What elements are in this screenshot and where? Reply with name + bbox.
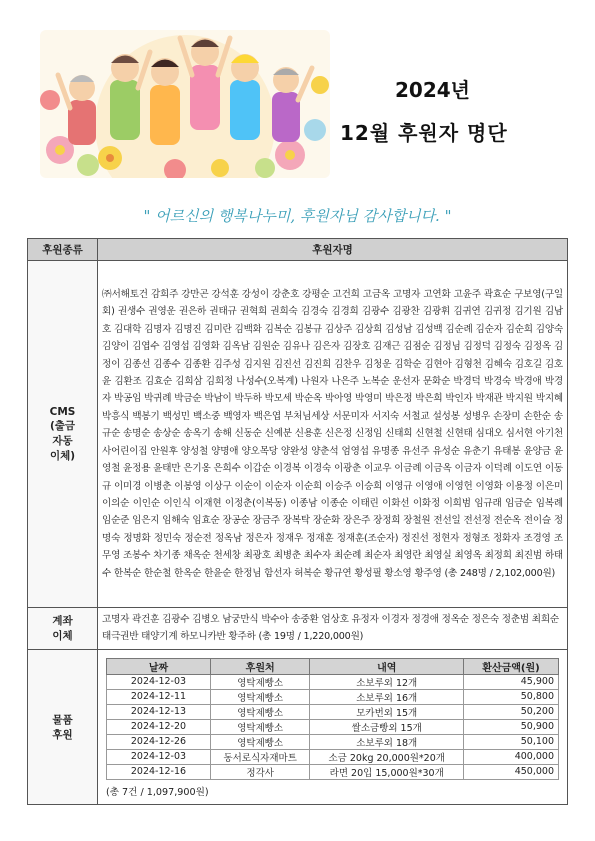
goods-date: 2024-12-26 [107,734,211,749]
goods-date: 2024-12-03 [107,674,211,689]
goods-total: (총 7건 / 1,097,900원) [106,786,209,798]
table-row [107,719,559,734]
goods-amount: 45,900 [464,674,559,689]
goods-amount: 450,000 [464,764,559,779]
goods-detail: 소금 20kg 20,000원*20개 [310,749,464,764]
goods-detail: 쌀소금빵외 15개 [310,719,464,734]
goods-sponsor: 영탁제빵소 [210,734,309,749]
goods-detail: 소보루외 18개 [310,734,464,749]
goods-sponsor: 영탁제빵소 [210,689,309,704]
header-illustration [40,30,330,178]
type-transfer: 계좌 이체 [28,608,98,650]
title-year: 2024년 [395,78,470,102]
goods-sponsor: 정각사 [210,764,309,779]
goods-table [106,658,559,780]
goods-detail: 라면 20입 15,000원*30개 [310,764,464,779]
goods-date: 2024-12-13 [107,704,211,719]
donor-table-header [28,239,568,261]
row-transfer [28,608,568,650]
goods-sponsor: 영탁제빵소 [210,674,309,689]
goods-sponsor: 동서로식자재마트 [210,749,309,764]
goods-amount: 50,900 [464,719,559,734]
goods-col-amount: 환산금액(원) [464,658,559,674]
goods-date: 2024-12-20 [107,719,211,734]
goods-amount: 50,100 [464,734,559,749]
goods-amount: 400,000 [464,749,559,764]
table-row [107,689,559,704]
goods-detail: 소보루외 12개 [310,674,464,689]
table-row [107,674,559,689]
goods-sponsor: 영탁제빵소 [210,704,309,719]
row-cms [28,261,568,608]
table-row [107,704,559,719]
table-row [107,749,559,764]
type-goods: 물품 후원 [28,649,98,804]
table-row [107,764,559,779]
goods-detail: 모카번외 15개 [310,704,464,719]
goods-date: 2024-12-11 [107,689,211,704]
row-goods [28,649,568,804]
goods-detail: 소보루외 16개 [310,689,464,704]
goods-sponsor: 영탁제빵소 [210,719,309,734]
slogan: " 어르신의 행복나누미, 후원자님 감사합니다. " [143,207,452,225]
goods-header [107,658,559,674]
goods-cell [98,649,568,804]
col-header-donors: 후원자명 [98,239,568,261]
goods-amount: 50,200 [464,704,559,719]
goods-amount: 50,800 [464,689,559,704]
goods-col-detail: 내역 [310,658,464,674]
cms-donor-list: ㈜서해토건 감희주 강만곤 강석훈 강성이 강춘호 강평순 고건희 고금옥 고명자 고연화 고윤주 곽효순 구보영(구일회) 권생수 권영운 권은하 권태규 권혁희 권희숙 김경숙 김경희 김광수 김광찬 김광휘 김귀연 김귀정 김기원 김남호 김대학 김명자 김명진 김미란 김백화 김복순 김봉규 김상주 김상희 김성남 김성백 김순례 김순자 김순희 김양숙 김양이 김엽수 김영섭 김영화 김옥남 김원순 김유나 김은자 김장호 김재근 김점순 김정님 김정덕 김정숙 김정옥 김정이 김종선 김종수 김종환 김주성 김지원 김진선 김진희 김찬우 김청운 김학순 김현아 김형천 김혜숙 김호길 김호윤 김환조 김효순 김희삼 김희정 나성수(오복계) 나원자 나은주 노복순 운선자 문화순 박경덕 박경숙 박경애 박경자 박공임 박귀례 박금순 박남이 박두하 박모세 박순옥 박아영 박영미 박은정 박은희 박인자 박재관 박지원 박지혜 박흥식 백봉기 백성민 백소중 백영자 백은엽 부처님세상 서문미자 서지숙 서철교 설성봉 성병우 손장미 손한순 송규순 송명순 송상순 송옥기 송해 신동순 신예분 신용훈 신은정 신정임 신태희 신현철 신현태 심대오 심서현 아기천사어린이집 안원후 양성철 양명애 양오목당 양완성 양춘석 엄영섭 유명종 유선주 유성순 유춘기 유태봉 윤양금 윤영철 윤정용 윤태만 은기옹 은희수 이갑순 이경복 이경숙 이광춘 이교우 이금례 이금옥 이금자 이덕례 이도연 이동규 이미경 이병춘 이봉영 이상구 이순이 이순자 이순희 이승주 이승희 이영규 이영애 이영헌 이영화 이용정 이은미 이의순 이인순 이인식 이재현 이정춘(이복동) 이종남 이종순 이태린 이화선 이화정 이희범 임규래 임금순 임복례 임순준 임은지 임해숙 임효순 장공순 장금주 장복탁 장순화 장은주 장정희 장철원 전선일 전선정 전순옥 전이슬 정명숙 정명화 정민숙 정순전 정옥남 정은자 정재우 정재훈 정재훈(조순자) 정진선 정현자 정형조 정화자 조경영 조무영 조봉수 차기종 채옥순 천세창 최광호 최병춘 최수자 최순례 최순자 최영란 최영실 최영옥 최정희 최진범 하태수 한복순 한순철 한옥순 한윤순 한정님 함선자 허복순 황규연 황성필 황소영 황주영 (총 248명 / 2,102,000원) [98,261,568,608]
table-row [107,734,559,749]
page-title: 12월 후원자 명단 [340,121,508,145]
transfer-donor-list: 고명자 곽건훈 김광수 김병오 남궁만식 박수아 송중환 엄상호 유정자 이경자 정경애 정옥순 정은숙 정춘범 최희순 태극권반 태양기계 하모니카반 황주하 (총 19명 / 1,220,000원) [98,608,568,650]
goods-col-sponsor: 후원처 [210,658,309,674]
donor-table [27,238,568,805]
goods-date: 2024-12-03 [107,749,211,764]
goods-col-date: 날짜 [107,658,211,674]
goods-date: 2024-12-16 [107,764,211,779]
type-cms: CMS (출금 자동 이체) [28,261,98,608]
col-header-type: 후원종류 [28,239,98,261]
